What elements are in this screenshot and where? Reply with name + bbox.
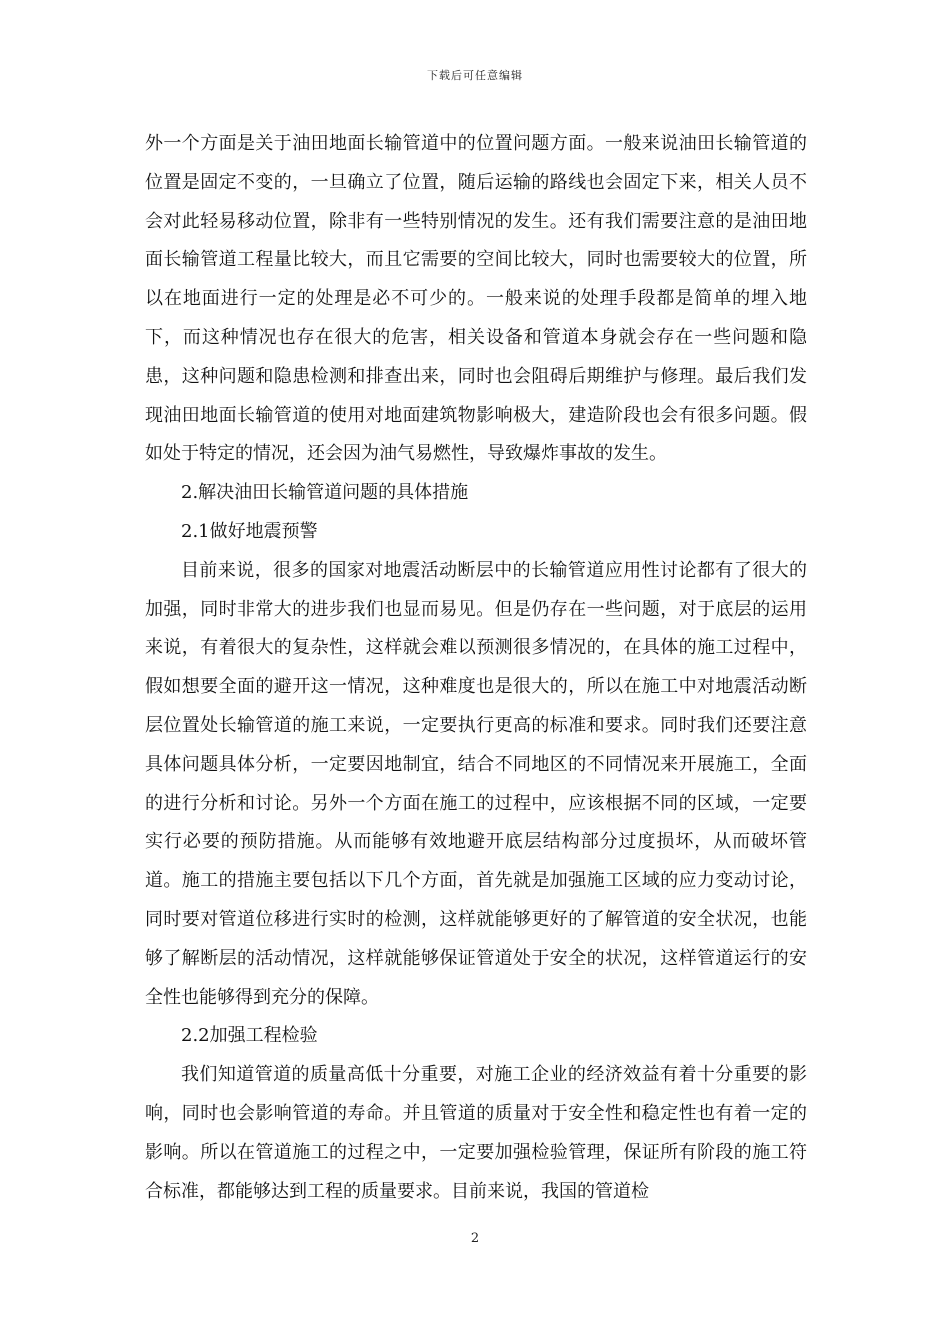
page-number: 2 — [470, 1231, 480, 1246]
subsection-heading-2-1: 2.1做好地震预警 — [181, 520, 318, 542]
body-paragraph-3: 我们知道管道的质量高低十分重要，对施工企业的经济效益有着十分重要的影响，同时也会影响管道的寿命。并且管道的质量对于安全性和稳定性也有着一定的影响。所以在管道施工的过程之中，一定要加强检验管理，保证所有阶段的施工符合标准，都能够达到工程的质量要求。目前来说，我国的管道检 — [145, 1064, 807, 1202]
document-body — [145, 125, 807, 1211]
page-header: 下载后可任意编辑 — [427, 69, 523, 82]
subsection-heading-2-2: 2.2加强工程检验 — [181, 1025, 318, 1047]
section-heading-2: 2.解决油田长输管道问题的具体措施 — [181, 482, 469, 504]
body-paragraph-1: 外一个方面是关于油田地面长输管道中的位置问题方面。一般来说油田长输管道的位置是固定不变的，一旦确立了位置，随后运输的路线也会固定下来，相关人员不会对此轻易移动位置，除非有一些特别情况的发生。还有我们需要注意的是油田地面长输管道工程量比较大，而且它需要的空间比较大，同时也需要较大的位置，所以在地面进行一定的处理是必不可少的。一般来说的处理手段都是简单的埋入地下，而这种情况也存在很大的危害，相关设备和管道本身就会存在一些问题和隐患，这种问题和隐患检测和排查出来，同时也会阻碍后期维护与修理。最后我们发现油田地面长输管道的使用对地面建筑物影响极大，建造阶段也会有很多问题。假如处于特定的情况，还会因为油气易燃性，导致爆炸事故的发生。 — [145, 133, 807, 465]
body-paragraph-2: 目前来说，很多的国家对地震活动断层中的长输管道应用性讨论都有了很大的加强，同时非常大的进步我们也显而易见。但是仍存在一些问题，对于底层的运用来说，有着很大的复杂性，这样就会难以预测很多情况的，在具体的施工过程中，假如想要全面的避开这一情况，这种难度也是很大的，所以在施工中对地震活动断层位置处长输管道的施工来说，一定要执行更高的标准和要求。同时我们还要注意具体问题具体分析，一定要因地制宜，结合不同地区的不同情况来开展施工，全面的进行分析和讨论。另外一个方面在施工的过程中，应该根据不同的区域，一定要实行必要的预防措施。从而能够有效地避开底层结构部分过度损坏，从而破坏管道。施工的措施主要包括以下几个方面，首先就是加强施工区域的应力变动讨论，同时要对管道位移进行实时的检测，这样就能够更好的了解管道的安全状况，也能够了解断层的活动情况，这样就能够保证管道处于安全的状况，这样管道运行的安全性也能够得到充分的保障。 — [145, 559, 807, 1008]
